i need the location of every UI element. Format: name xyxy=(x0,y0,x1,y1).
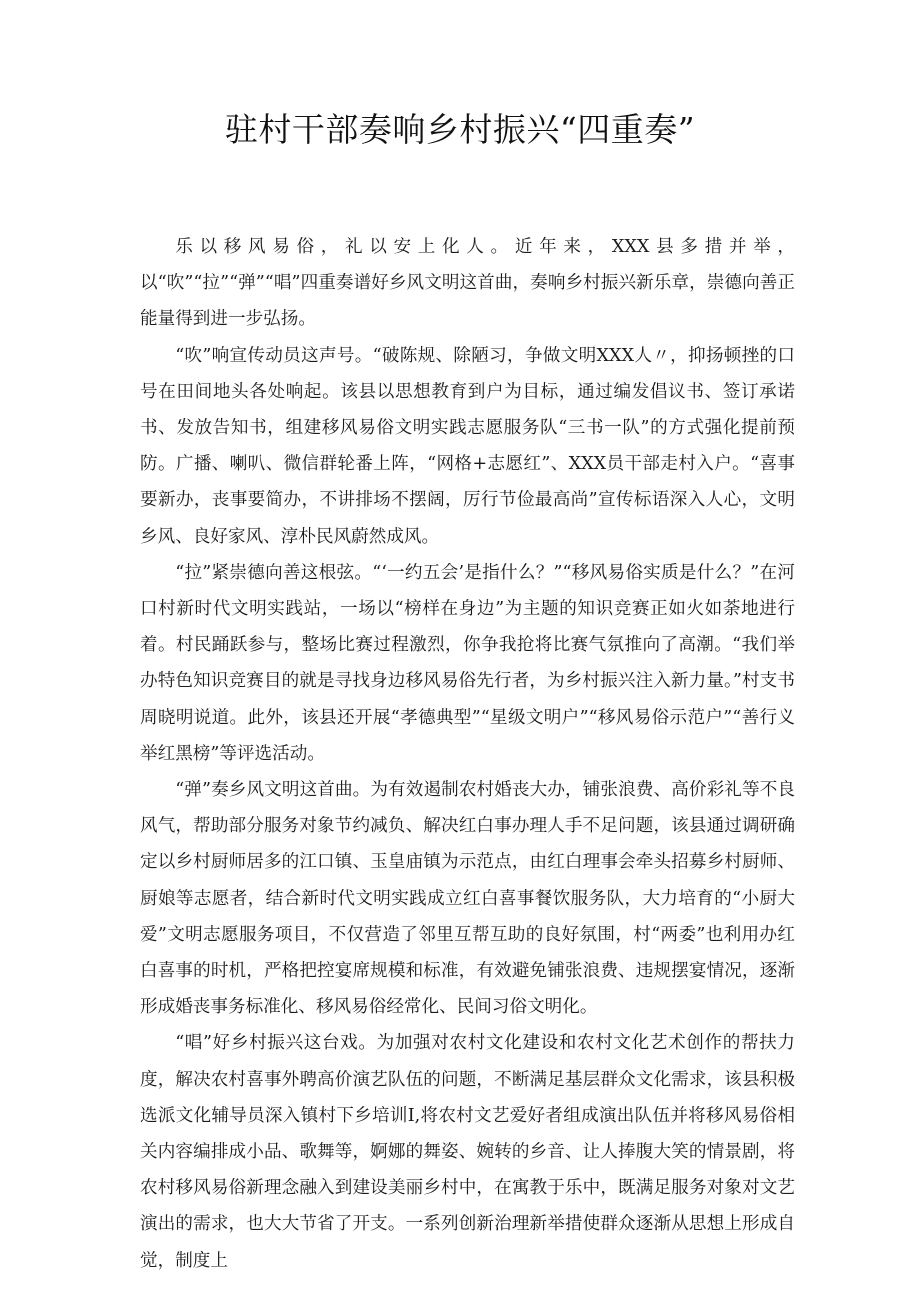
paragraph-chui: “吹”响宣传动员这声号。“破陈规、除陋习，争做文明XXX人〃，抑扬顿挫的口号在田间地头各处响起。该县以思想教育到户为目标，通过编发倡议书、签订承诺书、发放告知书，组建移风易俗文明实践志愿服务队“三书一队”的方式强化提前预防。广播、喇叭、微信群轮番上阵，“网格+志愿红”、XXX员干部走村入户。“喜事要新办，丧事要简办，不讲排场不摆阔，厉行节俭最高尚”宣传标语深入人心，文明乡风、良好家风、淳朴民风蔚然成风。 xyxy=(140,345,795,547)
document-title: 驻村干部奏响乡村振兴“四重奏” xyxy=(224,110,696,149)
paragraph-tan: “弹”奏乡风文明这首曲。为有效遏制农村婚丧大办，铺张浪费、高价彩礼等不良风气，帮助部分服务对象节约减负、解决红白事办理人手不足问题，该县通过调研确定以乡村厨师居多的江口镇、玉皇庙镇为示范点，由红白理事会牵头招募乡村厨师、厨娘等志愿者，结合新时代文明实践成立红白喜事餐饮服务队，大力培育的“小厨大爱”文明志愿服务项目，不仅营造了邻里互帮互助的良好氛围，村“两委”也利用办红白喜事的时机，严格把控宴席规模和标准，有效避免铺张浪费、违规摆宴情况，逐渐形成婚丧事务标准化、移风易俗经常化、民间习俗文明化。 xyxy=(140,780,795,1018)
paragraph-la: “拉”紧崇德向善这根弦。“‘一约五会’是指什么？”“移风易俗实质是什么？”在河口村新时代文明实践站，一场以“榜样在身边”为主题的知识竞赛正如火如荼地进行着。村民踊跃参与，整场比赛过程激烈，你争我抢将比赛气氛推向了高潮。“我们举办特色知识竞赛目的就是寻找身边移风易俗先行者，为乡村振兴注入新力量。”村支书周晓明说道。此外，该县还开展“孝德典型”“星级文明户”“移风易俗示范户”“善行义举红黑榜”等评选活动。 xyxy=(140,562,795,764)
paragraph-intro: 乐以移风易俗，礼以安上化人。近年来，XXX县多措并举，以“吹”“拉”“弹”“唱”四重奏谱好乡风文明这首曲，奏响乡村振兴新乐章，崇德向善正能量得到进一步弘扬。 xyxy=(140,237,795,330)
document-body xyxy=(140,229,795,1279)
paragraph-chang: “唱”好乡村振兴这台戏。为加强对农村文化建设和农村文化艺术创作的帮扶力度，解决农村喜事外聘高价演艺队伍的问题，不断满足基层群众文化需求，该县积极选派文化辅导员深入镇村下乡培训I,将农村文艺爱好者组成演出队伍并将移风易俗相关内容编排成小品、歌舞等，婀娜的舞姿、婉转的乡音、让人捧腹大笑的情景剧，将农村移风易俗新理念融入到建设美丽乡村中，在寓教于乐中，既满足服务对象对文艺演出的需求，也大大节省了开支。一系列创新治理新举措使群众逐渐从思想上形成自觉，制度上 xyxy=(140,1033,795,1271)
